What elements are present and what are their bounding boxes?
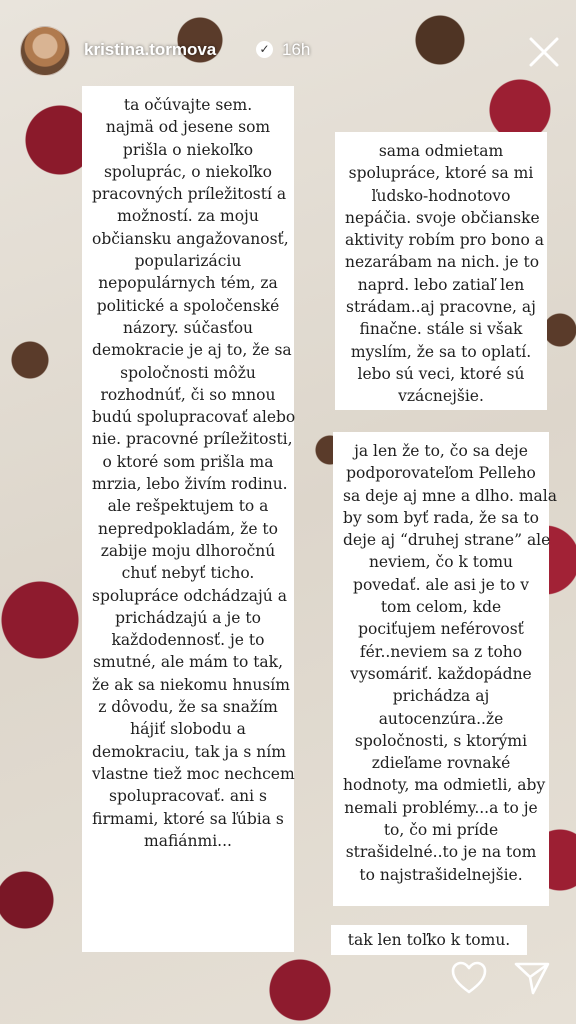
story-header <box>0 0 576 100</box>
story-text-line: chuť nebyť ticho. <box>121 564 255 583</box>
story-text-line: vlastne tiež moc nechcem <box>92 764 295 783</box>
story-text-box-3 <box>333 432 557 906</box>
story-text-line: tom celom, kde <box>380 598 502 617</box>
story-text-line: popularizáciu <box>134 252 242 271</box>
story-text-line: nepáčia. svoje občianske <box>345 208 540 227</box>
story-text-line: povedať. ale asi je to v <box>353 575 529 594</box>
story-text-line: hájiť slobodu a <box>130 720 246 739</box>
story-text-line: prichádzajú a je to <box>115 608 261 627</box>
send-icon[interactable] <box>513 960 551 996</box>
story-text-line: neviem, čo k tomu <box>368 553 514 572</box>
story-text-line: by som byť rada, že sa to <box>343 508 539 527</box>
story-text-line: občiansku angažovanosť, <box>92 229 289 248</box>
story-text-line: naprd. lebo zatiaľ len <box>357 275 525 294</box>
story-text-line: hodnoty, ma odmietli, aby <box>343 776 546 795</box>
story-text-line: rozhodnúť, či so mnou <box>100 385 276 404</box>
username[interactable]: kristina.tormova <box>84 40 217 59</box>
story-text-line: spolupráce odchádzajú a <box>92 586 287 605</box>
story-text-line: nepredpokladám, že to <box>98 519 278 538</box>
story-text-line: autocenzúra..že <box>378 709 504 728</box>
story-text-line: pociťujem neférovosť <box>358 620 524 639</box>
story-text-line: najmä od jesene som <box>105 118 271 137</box>
story-text-line: strašidelné..to je na tom <box>345 843 537 862</box>
story-text-line: nemali problémy...a to je <box>344 798 538 817</box>
story-text-line: mafiánmi... <box>144 831 232 850</box>
story-text-line: finačne. stále si však <box>359 320 523 339</box>
story-text-line: každodennosť. je to <box>111 631 265 650</box>
avatar[interactable] <box>20 26 70 76</box>
story-text-line: politické a spoločenské <box>96 296 280 315</box>
story-text-line: spoločnosti môžu <box>120 363 256 382</box>
story-text-line: nezarábam na nich. je to <box>345 253 540 272</box>
story-text-line: ľudsko-hodnotovo <box>371 186 511 205</box>
story-text-line: nie. pracovné príležitosti, <box>92 430 293 449</box>
story-text-line: ja len že to, čo sa deje <box>354 442 528 460</box>
story-text-line: demokracie je aj to, že sa <box>92 341 292 360</box>
story-text-line: ta očúvajte sem. <box>123 96 253 114</box>
story-text-line: spoločnosti, s ktorými <box>354 731 528 750</box>
heart-icon[interactable] <box>450 960 488 996</box>
story-text-line: demokraciu, tak ja s ním <box>92 742 286 761</box>
story-text-line: strádam..aj pracovne, aj <box>346 298 536 317</box>
story-text-line: vzácnejšie. <box>398 387 484 406</box>
story-text-line: firmami, ktoré sa ľúbia s <box>92 809 284 828</box>
story-text-line: sama odmietam <box>378 142 504 160</box>
story-text-line: vysomáriť. každopádne <box>350 664 532 683</box>
story-text-line: ale rešpektujem to a <box>107 497 269 516</box>
story-text-line: o ktoré som prišla ma <box>102 452 274 471</box>
story-text-line: spoluprác, o niekoľko <box>103 162 273 181</box>
story-actions <box>0 950 576 1024</box>
story-text-line: tak len toľko k tomu. <box>347 931 511 949</box>
story-text-line: lebo sú veci, ktoré sú <box>357 364 525 383</box>
story-text-line: spolupracovať. ani s <box>109 787 267 806</box>
story-text-line: prichádza aj <box>392 687 490 706</box>
story-text-line: nepopulárnych tém, za <box>98 274 278 293</box>
story-text-line: smutné, ale mám to tak, <box>92 653 283 672</box>
verified-check-icon: ✓ <box>256 41 273 58</box>
story-text-line: to najstrašidelnejšie. <box>359 865 523 884</box>
story-text-line: mrzia, lebo živím rodinu. <box>92 475 288 494</box>
story-text-line: budú spolupracovať alebo <box>92 408 296 427</box>
story-text-line: spolupráce, ktoré sa mi <box>348 164 534 183</box>
story-text-line: fér..neviem sa z toho <box>359 642 523 661</box>
story-text-box-1 <box>82 86 294 952</box>
story-text-line: možností. za moju <box>117 207 259 226</box>
story-text-line: názory. súčasťou <box>122 318 254 337</box>
story-text-line: deje aj “druhej strane” ale <box>343 531 551 550</box>
post-time: 16h <box>282 40 311 59</box>
story-text-line: že ak sa niekomu hnusím <box>92 675 290 694</box>
story-text-line: to, čo mi príde <box>383 821 499 840</box>
story-text-line: myslím, že sa to oplatí. <box>350 342 532 361</box>
story-text-line: sa deje aj mne a dlho. mala <box>343 486 557 505</box>
story-text-box-2 <box>335 132 547 410</box>
story-text-line: zabije moju dlhoročnú <box>100 541 276 560</box>
story-text-line: pracovných príležitostí a <box>92 185 287 204</box>
story-text-line: podporovateľom Pelleho <box>346 464 536 483</box>
story-text-line: prišla o niekoľko <box>122 140 254 159</box>
story-text-line: z dôvodu, že sa snažím <box>98 698 278 717</box>
story-text-line: zdieľame rovnaké <box>371 754 511 773</box>
story-text-line: aktivity robím pro bono a <box>345 231 545 250</box>
close-icon[interactable] <box>526 34 562 70</box>
